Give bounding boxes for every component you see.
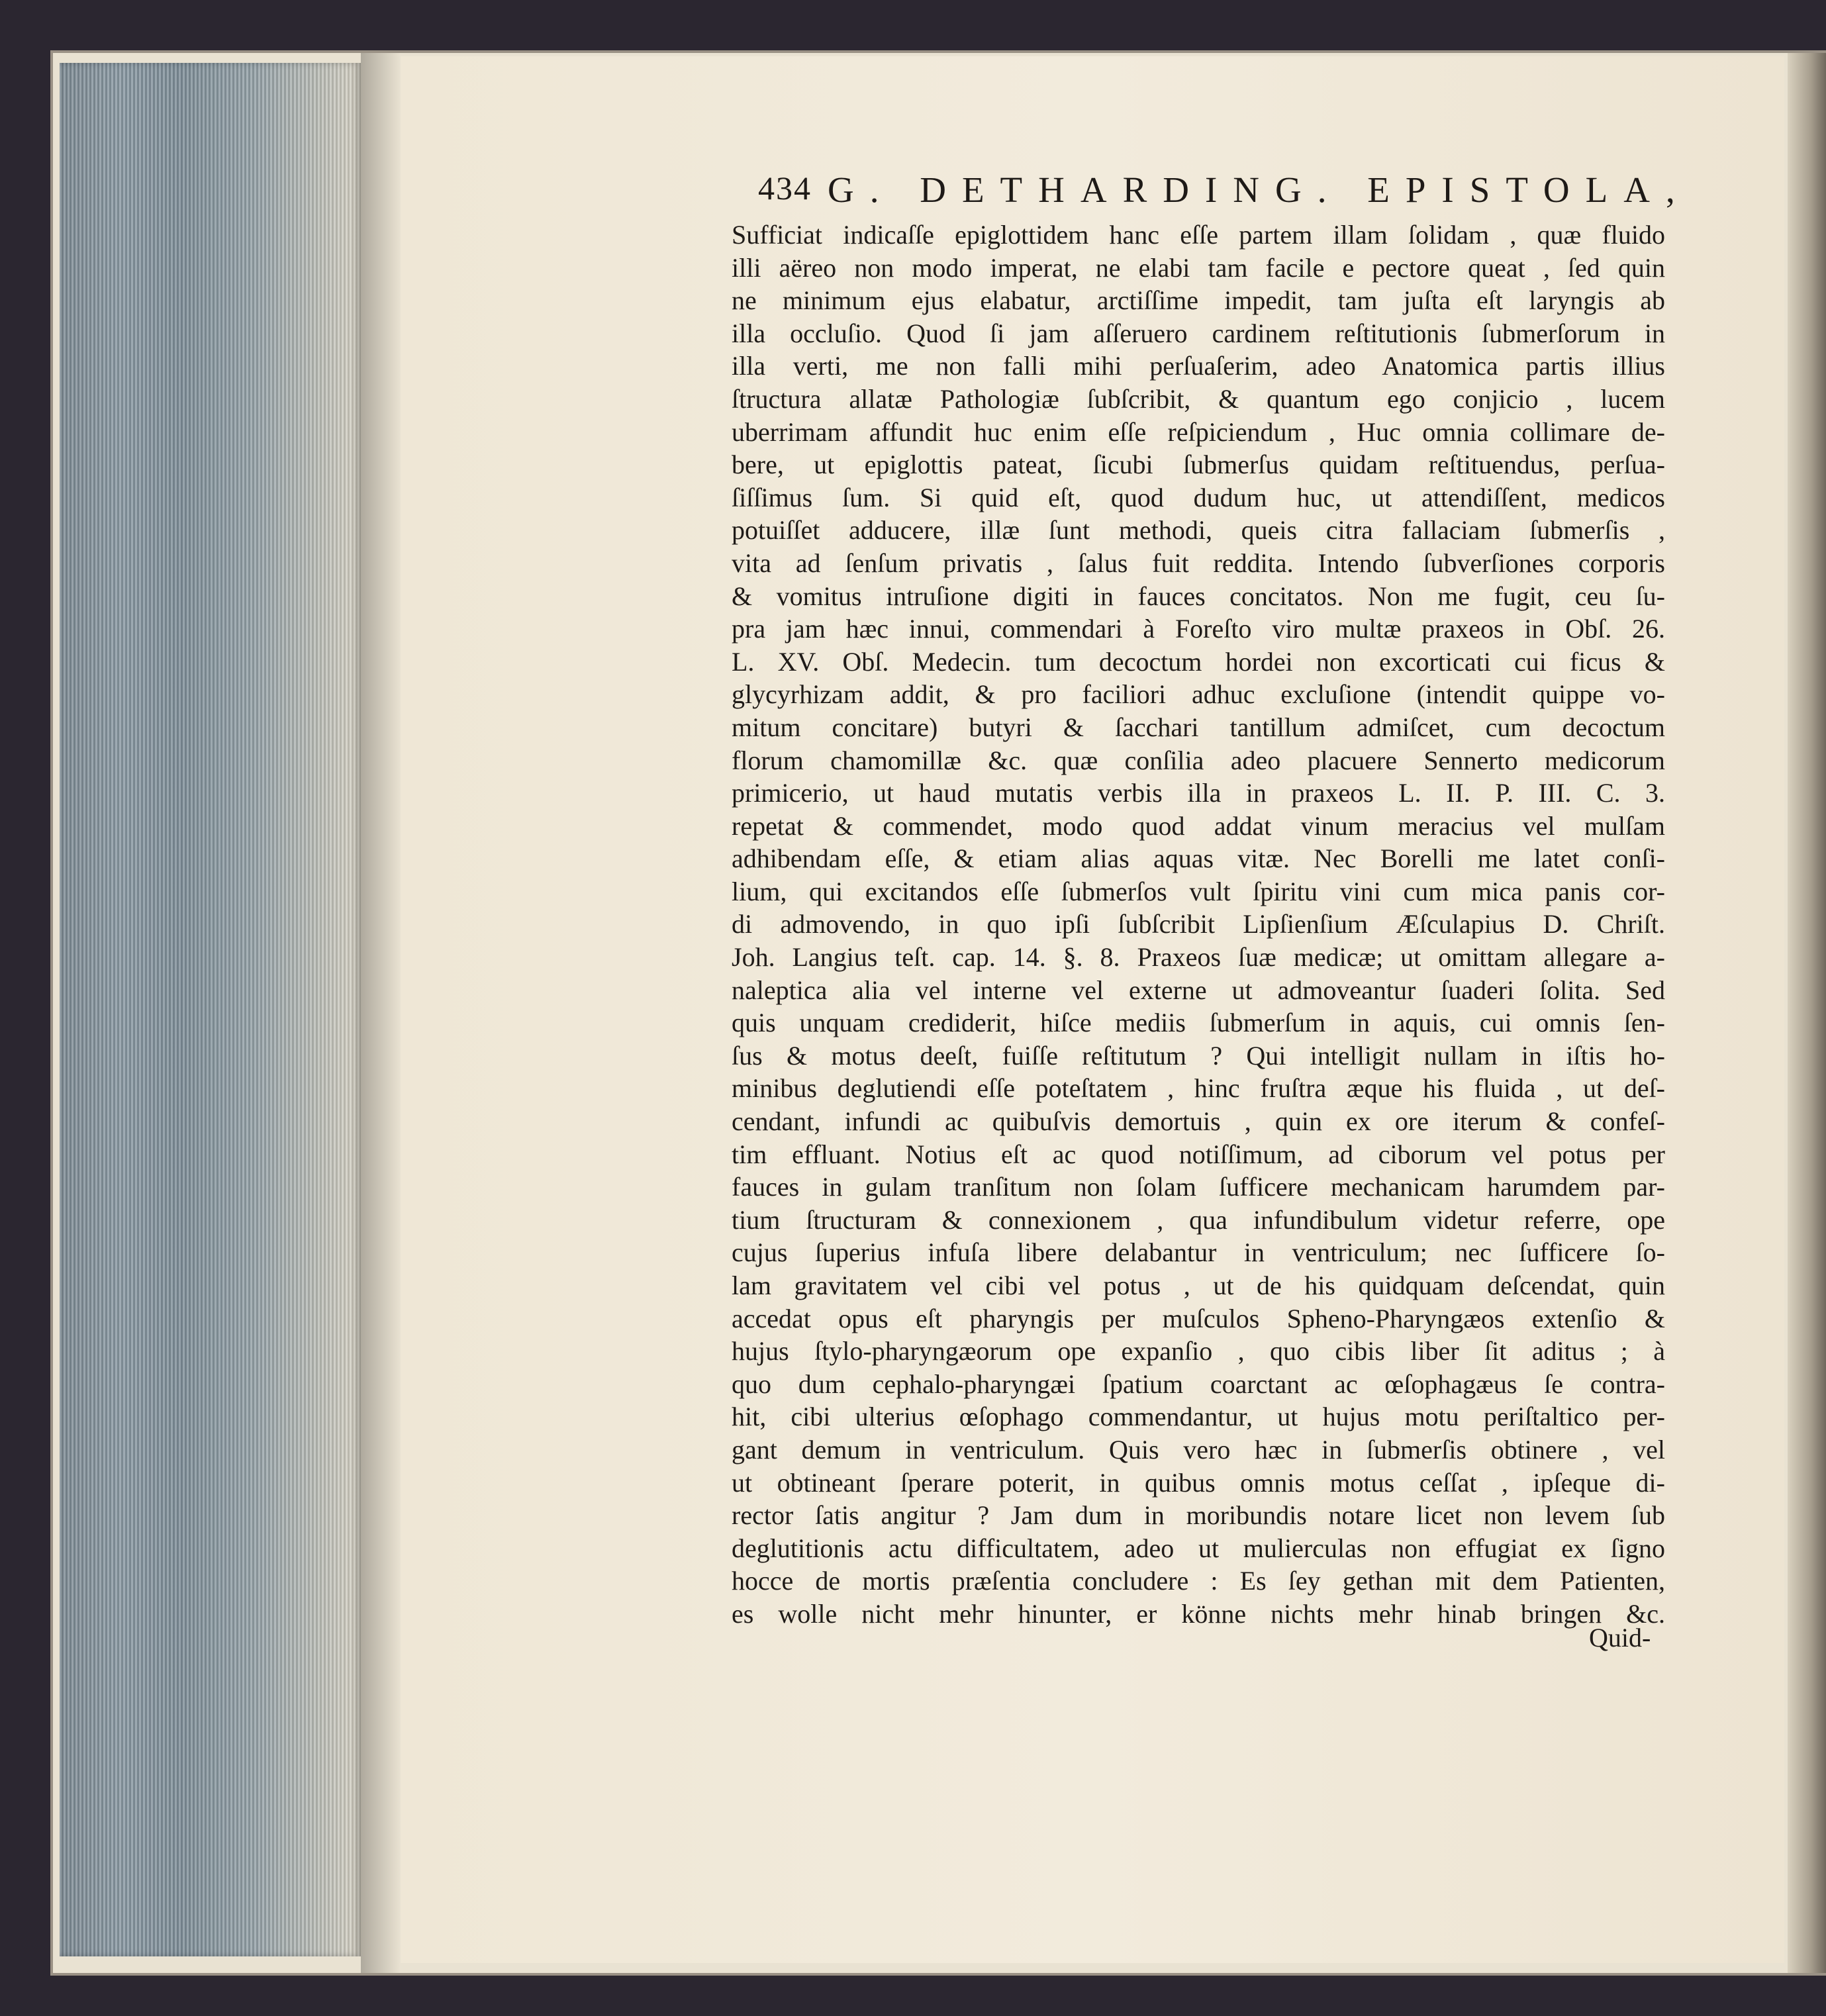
text-line: L. XV. Obſ. Medecin. tum decoctum hordei non excorticati cui ficus & [732,646,1665,677]
text-line: gant demum in ventriculum. Quis vero hæc in ſubmerſis obtinere , vel [732,1434,1665,1464]
text-line: hocce de mortis præſentia concludere : Es ſey gethan mit dem Patienten, [732,1566,1665,1596]
text-line: accedat opus eſt pharyngis per muſculos Spheno-Pharyngæos extenſio & [732,1303,1665,1333]
text-line: hit, cibi ulterius œſophago commendantur, ut hujus motu periſtaltico per- [732,1402,1665,1432]
text-line: fauces in gulam tranſitum non ſolam ſufficere mechanicam harumdem par- [732,1172,1665,1202]
catchword: Quid- [1589,1623,1651,1653]
text-line: lium, qui excitandos eſſe ſubmerſos vult ſpiritu vini cum mica panis cor- [732,876,1665,906]
text-line: ſiſſimus ſum. Si quid eſt, quod dudum huc, ut attendiſſent, medicos [732,482,1665,512]
text-line: di admovendo, in quo ipſi ſubſcribit Lipſienſium Æſculapius D. Chriſt. [732,909,1665,939]
text-line: mitum concitare) butyri & ſacchari tantillum admiſcet, cum decoctum [732,712,1665,742]
text-line: cendant, infundi ac quibuſvis demortuis , quin ex ore iterum & confeſ- [732,1106,1665,1137]
running-head: G. DETHARDING. EPISTOLA, [828,169,1691,210]
text-line: es wolle nicht mehr hinunter, er könne nichts mehr hinab bringen &c. [732,1598,1665,1629]
text-line: illa occluſio. Quod ſi jam aſſeruero cardinem reſtitutionis ſubmerſorum in [732,318,1665,348]
text-line: minibus deglutiendi eſſe poteſtatem , hinc fruſtra æque his fluida , ut deſ- [732,1073,1665,1104]
text-line: adhibendam eſſe, & etiam alias aquas vitæ. Nec Borelli me latet conſi- [732,843,1665,874]
text-line: illa verti, me non falli mihi perſuaſerim, adeo Anatomica partis illius [732,351,1665,381]
text-line: uberrimam affundit huc enim eſſe reſpiciendum , Huc omnia collimare de- [732,416,1665,447]
text-line: pra jam hæc innui, commendari à Foreſto viro multæ praxeos in Obſ. 26. [732,614,1665,644]
text-line: & vomitus intruſione digiti in fauces concitatos. Non me fugit, ceu ſu- [732,581,1665,611]
text-line: repetat & commendet, modo quod addat vinum meracius vel mulſam [732,810,1665,841]
text-line: tium ſtructuram & connexionem , qua infundibulum videtur referre, ope [732,1204,1665,1235]
text-line: quis unquam crediderit, hiſce mediis ſubmerſum in aquis, cui omnis ſen- [732,1008,1665,1038]
text-line: ut obtineant ſperare poterit, in quibus omnis motus ceſſat , ipſeque di- [732,1467,1665,1498]
text-line: ſus & motus deeſt, fuiſſe reſtitutum ? Qui intelligit nullam in iſtis ho- [732,1040,1665,1071]
text-line: lam gravitatem vel cibi vel potus , ut de his quidquam deſcendat, quin [732,1271,1665,1300]
book-fore-edge [60,63,361,1956]
text-line: naleptica alia vel interne vel externe ut admoveantur ſuaderi ſolita. Sed [732,975,1665,1005]
text-line: vita ad ſenſum privatis , ſalus fuit reddita. Intendo ſubverſiones corporis [732,548,1665,578]
text-line: illi aëreo non modo imperat, ne elabi tam facile e pectore queat , ſed quin [732,252,1665,283]
text-line: hujus ſtylo-pharyngæorum ope expanſio , quo cibis liber ſit aditus ; à [732,1336,1665,1367]
text-line: florum chamomillæ &c. quæ conſilia adeo placuere Sennerto medicorum [732,745,1665,775]
text-line: ſtructura allatæ Pathologiæ ſubſcribit, & quantum ego conjicio , lucem [732,383,1665,414]
text-line: cujus ſuperius infuſa libere delabantur in ventriculum; nec ſufficere ſo- [732,1237,1665,1268]
text-line: Sufficiat indicaſſe epiglottidem hanc eſſe partem illam ſolidam , quæ fluido [732,220,1665,250]
text-line: bere, ut epiglottis pateat, ſicubi ſubmerſus quidam reſtituendus, perſua- [732,450,1665,480]
text-line: glycyrhizam addit, & pro faciliori adhuc excluſione (intendit quippe vo- [732,679,1665,710]
text-line: quo dum cephalo-pharyngæi ſpatium coarctant ac œſophagæus ſe contra- [732,1368,1665,1399]
page-header [758,169,1691,215]
text-line: rector ſatis angitur ? Jam dum in moribundis notare licet non levem ſub [732,1500,1665,1531]
text-line: primicerio, ut haud mutatis verbis illa in praxeos L. II. P. III. C. 3. [732,778,1665,808]
text-line: Joh. Langius teſt. cap. 14. §. 8. Praxeos ſuæ medicæ; ut omittam allegare a- [732,942,1665,973]
page-number: 434 [758,169,812,207]
gutter-shadow [361,53,401,1973]
text-line: potuiſſet adducere, illæ ſunt methodi, queis citra fallaciam ſubmerſis , [732,515,1665,546]
text-line: ne minimum ejus elabatur, arctiſſime impedit, tam juſta eſt laryngis ab [732,285,1665,316]
text-line: tim effluant. Notius eſt ac quod notiſſimum, ad ciborum vel potus per [732,1139,1665,1169]
book-right-edge [1788,53,1826,1973]
text-line: deglutitionis actu difficultatem, adeo ut mulierculas non effugiat ex ſigno [732,1533,1665,1563]
body-text [732,218,1665,1631]
